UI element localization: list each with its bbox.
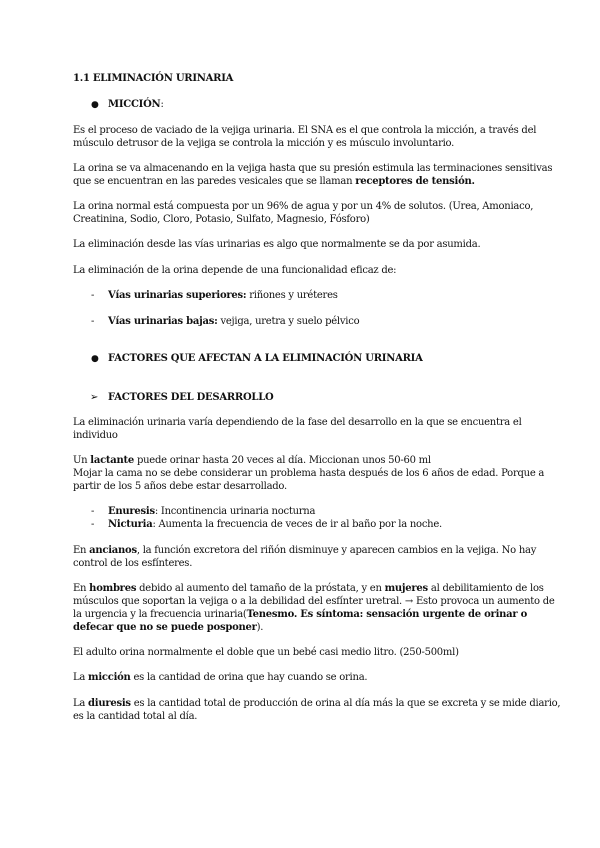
bold-span: Tenesmo. Es síntoma: sensación urgente de orinar o (246, 609, 528, 620)
factores-title: FACTORES QUE AFECTAN A LA ELIMINACIÓN URINARIA (108, 353, 423, 364)
text-span: riñones y uréteres (246, 290, 338, 301)
list-item (108, 518, 442, 531)
paragraph-line: es la cantidad total al día. (73, 711, 198, 722)
list-item (108, 289, 338, 302)
text-span: En (73, 583, 90, 594)
list-item (108, 315, 359, 328)
paragraph-line (73, 671, 367, 684)
bold-span: Vías urinarias bajas: (108, 316, 218, 327)
miccion-title-text: MICCIÓN (108, 99, 161, 110)
paragraph-line: La orina se va almacenando en la vejiga hasta que su presión estimula las terminaciones sensitivas (73, 163, 553, 174)
bold-span: lactante (90, 455, 135, 466)
section-heading: 1.1 ELIMINACIÓN URINARIA (73, 73, 234, 84)
paragraph-line (73, 582, 544, 595)
list-dash: - (91, 316, 95, 327)
paragraph-line (73, 544, 536, 557)
bold-span: micción (88, 672, 131, 683)
list-dash: - (91, 519, 95, 530)
text-span: , la función excretora del riñón disminuye y aparecen cambios en la vejiga. No hay (136, 545, 537, 556)
list-dash: - (91, 290, 95, 301)
text-span: : Aumenta la frecuencia de veces de ir al baño por la noche. (152, 519, 442, 530)
text-span: que se encuentran en las paredes vesicales que se llaman (73, 176, 356, 187)
paragraph-line: El adulto orina normalmente el doble que un bebé casi medio litro. (250-500ml) (73, 647, 459, 658)
bullet-icon: ● (91, 100, 99, 110)
text-span: La (73, 672, 89, 683)
paragraph-line: músculo detrusor de la vejiga se controla la micción y es músculo involuntario. (73, 138, 455, 149)
paragraph-line (73, 608, 527, 621)
text-span: la urgencia y la frecuencia urinaria( (73, 609, 247, 620)
bold-span: Enuresis (108, 506, 155, 517)
paragraph-line (73, 175, 475, 188)
paragraph-line: individuo (73, 430, 118, 441)
text-span: puede orinar hasta 20 veces al día. Miccionan unos 50-60 ml (134, 455, 431, 466)
paragraph-line (73, 621, 263, 634)
miccion-title (108, 98, 164, 111)
list-item (108, 505, 315, 518)
list-dash: - (91, 506, 95, 517)
bold-span: ancianos (89, 545, 137, 556)
paragraph-line: control de los esfínteres. (73, 558, 193, 569)
bold-span: mujeres (384, 583, 428, 594)
bold-span: Nicturia (108, 519, 153, 530)
paragraph-line: La orina normal está compuesta por un 96% de agua y por un 4% de solutos. (Urea, Amoniaco, (73, 201, 534, 212)
text-span: vejiga, uretra y suelo pélvico (217, 316, 360, 327)
bold-span: receptores de tensión. (355, 176, 475, 187)
bold-span: hombres (89, 583, 137, 594)
text-span: Un (73, 455, 91, 466)
paragraph-line: partir de los 5 años debe estar desarrollado. (73, 481, 287, 492)
text-span: : Incontinencia urinaria nocturna (154, 506, 316, 517)
text-span: La (73, 698, 89, 709)
paragraph-line: La eliminación desde las vías urinarias es algo que normalmente se da por asumida. (73, 239, 481, 250)
paragraph-line (73, 697, 560, 710)
text-span: es la cantidad total de producción de orina al día más la que se excreta y se mide diario, (130, 698, 561, 709)
paragraph-line: Es el proceso de vaciado de la vejiga urinaria. El SNA es el que controla la micción, a través del (73, 125, 537, 136)
paragraph-line (73, 454, 431, 467)
bullet-icon: ● (91, 354, 99, 364)
paragraph-line: Mojar la cama no se debe considerar un problema hasta después de los 6 años de edad. Porque a (73, 468, 545, 479)
text-span: En (73, 545, 90, 556)
arrow-bullet-icon: ➢ (90, 392, 99, 403)
bold-span: Vías urinarias superiores: (108, 290, 247, 301)
bold-span: defecar que no se puede posponer (73, 622, 257, 633)
miccion-colon: : (160, 99, 164, 110)
text-span: es la cantidad de orina que hay cuando se orina. (130, 672, 368, 683)
desarrollo-title: FACTORES DEL DESARROLLO (108, 392, 274, 403)
text-span: ). (256, 622, 264, 633)
bold-span: diuresis (88, 698, 131, 709)
text-span: debido al aumento del tamaño de la próstata, y en (136, 583, 385, 594)
paragraph-line: músculos que soportan la vejiga o a la debilidad del esfínter uretral. → Esto provoca un aumento de (73, 596, 555, 607)
paragraph-line: Creatinina, Sodio, Cloro, Potasio, Sulfato, Magnesio, Fósforo) (73, 214, 370, 225)
paragraph-line: La eliminación urinaria varía dependiendo de la fase del desarrollo en la que se encuentra el (73, 417, 522, 428)
paragraph-line: La eliminación de la orina depende de una funcionalidad eficaz de: (73, 265, 397, 276)
text-span: al debilitamiento de los (427, 583, 544, 594)
